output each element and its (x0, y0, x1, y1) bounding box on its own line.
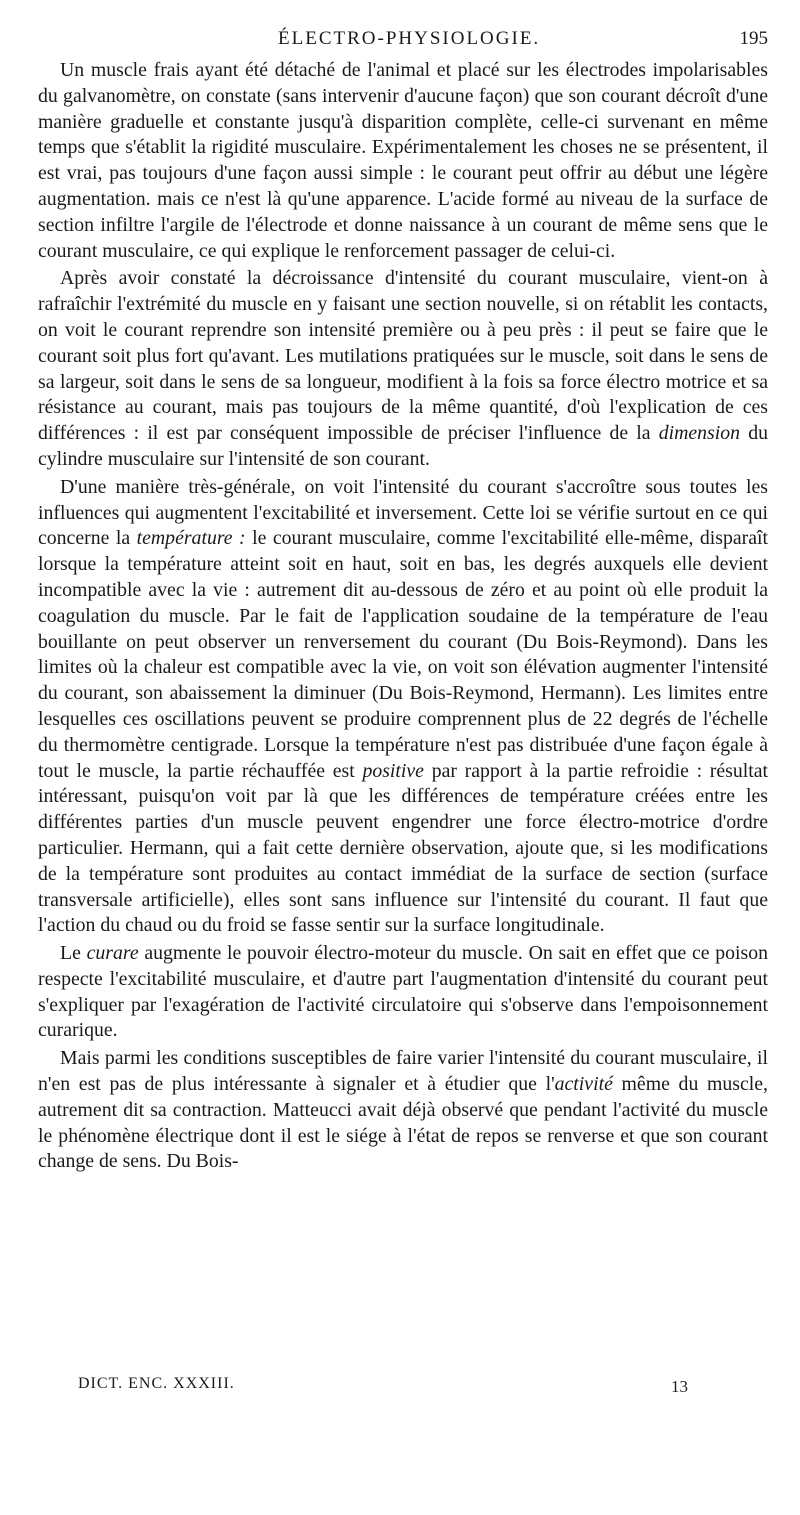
text-run: augmente le pouvoir électro-moteur du muscle. On sait en effet que ce poison respecte l'excitabilité musculaire, et d'autre part l'augmentation d'intensité du courant peut s'expliquer par l'exagération de l'activité circulatoire qui s'observe dans l'empoisonnement curarique. (38, 942, 768, 1042)
printer-signature: DICT. ENC. XXXIII. (78, 1375, 235, 1392)
page-footer (78, 1375, 688, 1403)
running-title: ÉLECTRO-PHYSIOLOGIE. (278, 28, 541, 49)
paragraph (38, 475, 768, 939)
italic-term: curare (86, 942, 139, 965)
text-run: Un muscle frais ayant été détaché de l'animal et placé sur les électrodes impolarisables du galvanomètre, on constate (sans intervenir d'aucune façon) que son courant décroît d'une manière graduelle et constante jusqu'à disparition complète, celle-ci survenant en même temps que s'établit la rigidité musculaire. Expérimentalement les choses ne se présentent, il est vrai, pas toujours d'une façon aussi simple : le courant peut offrir au début une légère augmentation. mais ce n'est là qu'une apparence. L'acide formé au niveau de la surface de section infiltre l'argile de l'électrode et donne naissance à un courant de même sens que le courant musculaire, ce qui explique le renforcement passager de celui-ci. (38, 59, 768, 262)
page-number: 195 (739, 28, 768, 49)
page (38, 28, 768, 1175)
text-run: le courant musculaire, comme l'excitabilité elle-même, disparaît lorsque la température atteint soit en haut, soit en bas, les degrés auxquels elle devient incompatible avec la vie : autrement dit au-dessous de zéro et au point où elle produit la coagulation du muscle. Par le fait de l'application soudaine de la température de l'eau bouillante on peut observer un renversement du courant (Du Bois-Reymond). Dans les limites où la chaleur est compatible avec la vie, on voit son élévation augmenter l'intensité du courant, son abaissement la diminuer (Du Bois-Reymond, Hermann). Les limites entre lesquelles ces oscillations peuvent se produire comprennent plus de 22 degrés de l'échelle du thermomètre centigrade. Lorsque la température n'est pas distribuée d'une façon égale à tout le muscle, la partie réchauffée est (38, 527, 769, 782)
italic-term: température : (136, 527, 246, 550)
paragraph (38, 266, 768, 472)
paragraph (38, 941, 768, 1044)
text-run: Le (60, 942, 87, 965)
text-run: par rapport à la partie refroidie : résultat intéressant, puisqu'on voit par là que les différences de température créées entre les différentes parties d'un muscle peuvent engendrer une force électro-motrice d'ordre particulier. Hermann, qui a fait cette dernière observation, ajoute que, si les modifications de la température sont produites au contact immédiat de la surface de section (surface transversale artificielle), elles sont sans influence sur l'intensité du courant. Il faut que l'action du chaud ou du froid se fasse sentir sur la surface longitudinale. (38, 759, 769, 937)
text-run: même du muscle, autrement dit sa contraction. Matteucci avait déjà observé que pendant l'activité du muscle le phénomène électrique dont il est le siége à l'état de repos se renverse et que son courant change de sens. Du Bois- (38, 1073, 768, 1173)
sheet-number: 13 (671, 1377, 688, 1396)
text-run: Mais parmi les conditions susceptibles de faire varier l'intensité du courant musculaire, il n'en est pas de plus intéressante à signaler et à étudier que l' (38, 1047, 768, 1096)
text-run: du cylindre musculaire sur l'intensité de son courant. (38, 422, 768, 470)
italic-term: positive (362, 759, 424, 782)
page-header (38, 28, 768, 58)
text-run: D'une manière très-générale, on voit l'intensité du courant s'accroître sous toutes les influences qui augmentent l'excitabilité et inversement. Cette loi se vérifie surtout en ce qui concerne la (38, 475, 768, 550)
paragraph (38, 58, 768, 264)
italic-term: dimension (658, 422, 741, 445)
body-text (38, 58, 768, 1175)
text-run: Après avoir constaté la décroissance d'intensité du courant musculaire, vient-on à rafraîchir l'extrémité du muscle en y faisant une section nouvelle, si on rétablit les contacts, on voit le courant reprendre son intensité première ou à peu près : il peut se faire que le courant soit plus fort qu'avant. Les mutilations pratiquées sur le muscle, soit dans le sens de sa largeur, soit dans le sens de sa longueur, modifient à la fois sa force électro motrice et sa résistance au courant, mais pas toujours de la même quantité, d'où l'explication de ces différences : il est par conséquent impossible de préciser l'influence de la (38, 267, 768, 445)
paragraph (38, 1046, 768, 1175)
italic-term: activité (554, 1073, 613, 1096)
